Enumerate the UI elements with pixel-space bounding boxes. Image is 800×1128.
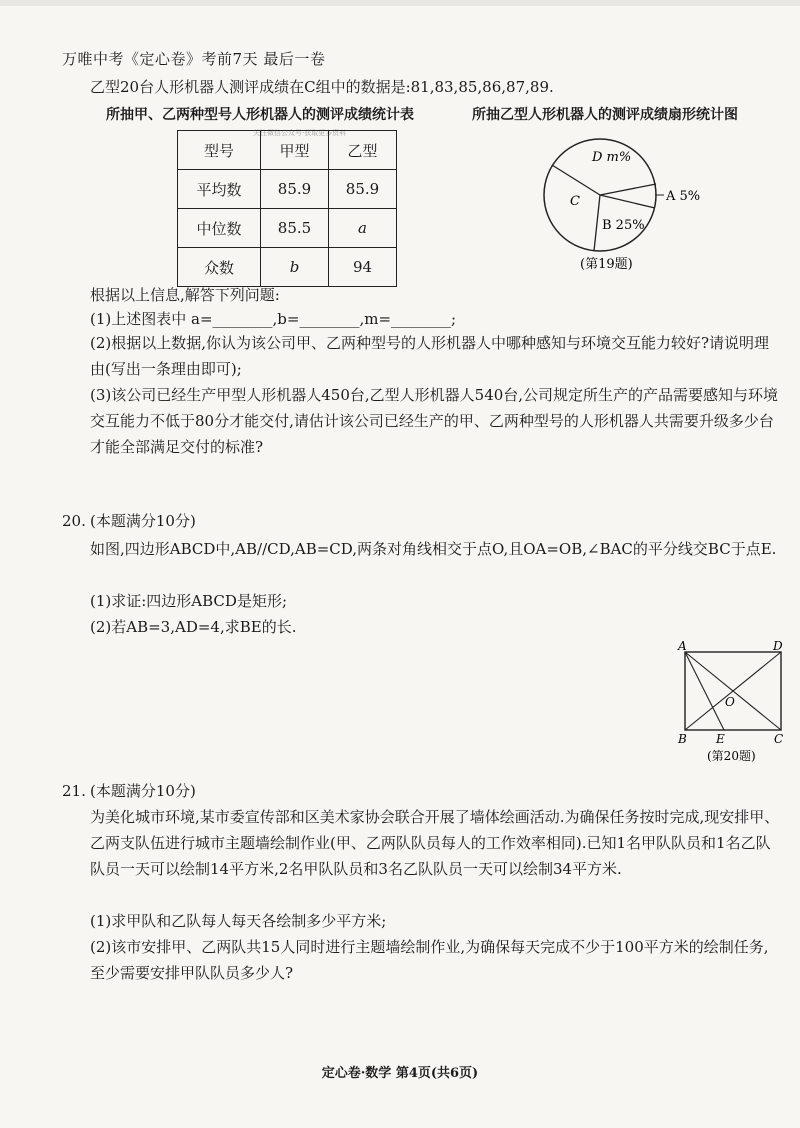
q20-stem: 如图,四边形ABCD中,AB//CD,AB=CD,两条对角线相交于点O,且OA=OB,∠BAC的平分线交BC于点E. — [90, 540, 777, 558]
pie-figure-caption: (第19题) — [580, 257, 633, 272]
table-cell: 众数 — [178, 248, 261, 287]
pie-divider — [594, 195, 600, 251]
point-o-label: O — [725, 695, 735, 709]
q20-figure-caption: (第20题) — [707, 749, 756, 763]
table-cell: 85.9 — [329, 170, 397, 209]
q20-part2: (2)若AB=3,AD=4,求BE的长. — [90, 618, 297, 636]
vertex-c-label: C — [774, 732, 784, 746]
pie-label-c: C — [570, 194, 580, 209]
q21-part2: (2)该市安排甲、乙两队共15人同时进行主题墙绘制作业,为确保每天完成不少于100平方米的绘制任务,至少需要安排甲队队员多少人? — [90, 938, 769, 982]
pie-label-a: A 5% — [666, 189, 701, 204]
pie-divider — [600, 184, 656, 195]
q19-part2: (2)根据以上数据,你认为该公司甲、乙两种型号的人形机器人中哪种感知与环境交互能力较好?请说明理由(写出一条理由即可); — [90, 334, 770, 378]
table-cell: 平均数 — [178, 170, 261, 209]
table-header-cell: 型号 — [178, 131, 261, 170]
pie-divider — [600, 195, 655, 208]
vertex-b-label: B — [678, 732, 687, 746]
point-e-label: E — [716, 732, 725, 746]
table-caption: 所抽甲、乙两种型号人形机器人的测评成绩统计表 — [106, 107, 414, 123]
pie-label-b: B 25% — [602, 218, 645, 233]
table-header-cell: 甲型 — [261, 131, 329, 170]
page-footer: 定心卷·数学 第4页(共6页) — [321, 1066, 479, 1081]
table-cell: 中位数 — [178, 209, 261, 248]
q21-score: (本题满分10分) — [90, 782, 196, 800]
q20-score: (本题满分10分) — [90, 512, 196, 530]
q19-data-line: 乙型20台人形机器人测评成绩在C组中的数据是:81,83,85,86,87,89. — [90, 78, 554, 96]
watermark-text: 关注微信公众号·获取更多资料 — [253, 129, 347, 137]
rectangle-figure — [670, 636, 800, 766]
bisector-ae — [685, 652, 724, 730]
table-cell: 94 — [329, 248, 397, 287]
pie-label-d: D m% — [592, 150, 632, 165]
table-cell: 85.9 — [261, 170, 329, 209]
table-row — [178, 209, 397, 248]
pie-chart — [530, 125, 730, 275]
table-cell: 85.5 — [261, 209, 329, 248]
q20-number: 20. — [62, 512, 86, 530]
q19-part1: (1)上述图表中 a=________,b=________,m=________; — [90, 310, 457, 328]
q19-part3: (3)该公司已经生产甲型人形机器人450台,乙型人形机器人540台,公司规定所生产的产品需要感知与环境交互能力不低于80分才能交付,请估计该公司已经生产的甲、乙两种型号的人形机器人共需要升级多少台才能全部满足交付的标准? — [90, 386, 779, 456]
table-row — [178, 248, 397, 287]
q21-part1: (1)求甲队和乙队每人每天各绘制多少平方米; — [90, 912, 387, 930]
pie-caption: 所抽乙型人形机器人的测评成绩扇形统计图 — [472, 107, 738, 123]
page-header: 万唯中考《定心卷》考前7天 最后一卷 — [62, 50, 326, 68]
table-cell: b — [261, 248, 329, 287]
table-header-row — [178, 131, 397, 170]
table-header-cell: 乙型 — [329, 131, 397, 170]
pie-divider — [552, 165, 600, 195]
table-row — [178, 170, 397, 209]
table-cell: a — [329, 209, 397, 248]
vertex-a-label: A — [678, 639, 687, 653]
scan-edge — [0, 0, 800, 6]
q21-stem: 为美化城市环境,某市委宣传部和区美术家协会联合开展了墙体绘画活动.为确保任务按时完成,现安排甲、乙两支队伍进行城市主题墙绘制作业(甲、乙两队队员每人的工作效率相同).已知1名甲队队员和1名乙队队员一天可以绘制14平方米,2名甲队队员和3名乙队队员一天可以绘制34平方米. — [90, 808, 780, 878]
q20-part1: (1)求证:四边形ABCD是矩形; — [90, 592, 287, 610]
vertex-d-label: D — [773, 639, 783, 653]
stats-table — [177, 130, 397, 287]
q19-intro: 根据以上信息,解答下列问题: — [90, 286, 280, 304]
q21-number: 21. — [62, 782, 86, 800]
